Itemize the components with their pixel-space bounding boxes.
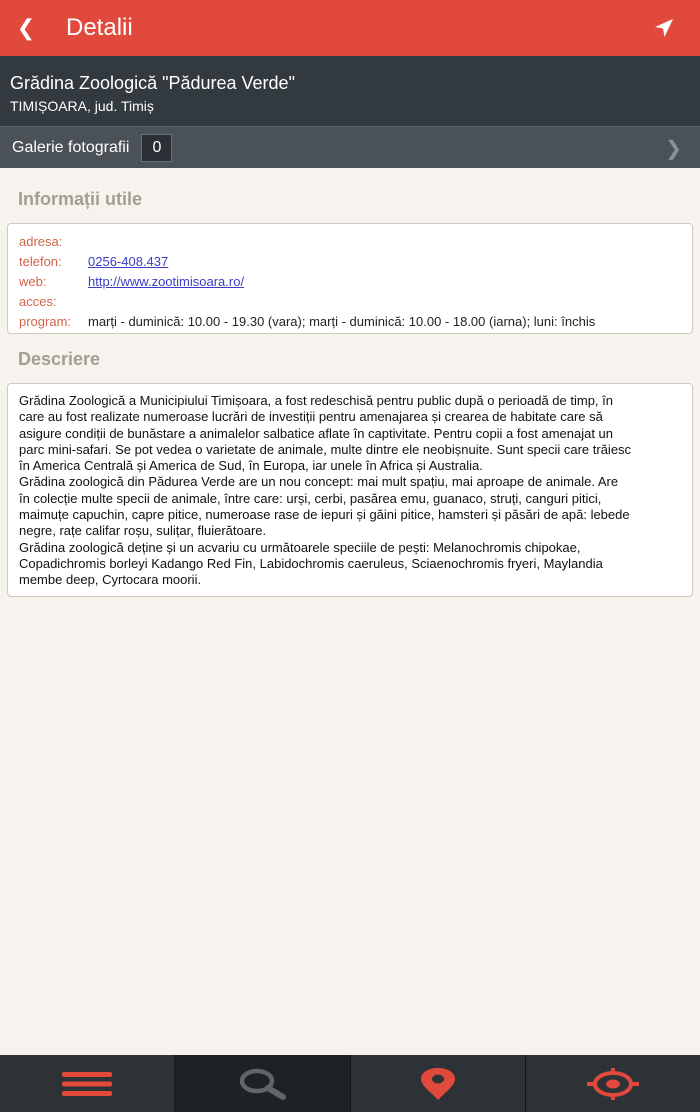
app-header — [0, 0, 700, 56]
photo-gallery-bar[interactable] — [0, 126, 700, 168]
map-pin-icon — [418, 1067, 458, 1101]
description-text: Grădina Zoologică a Municipiului Timișoara, a fost redeschisă pentru public după o perioadă de timp, în care au fost realizate numeroase lucrări de investiții pentru amenajarea și crearea de habitate care să asigure condiții de bunăstare a animalelor salbatice aflate în captivitate. Pentru copii a fost amenajat un parc mini-safari. Se pot vedea o varietate de animale, multe dintre ele neobișnuite. Sunt specii care trăiesc în America Centrală și America de Sud, în Europa, iar unele în Africa și Australia. Grădina zoologică din Pădurea Verde are un nou concept: mai mult spațiu, mai aproape de animale. Are în colecție multe specii de animale, între care: urși, cerbi, pasărea emu, guanaco, struți, canguri pitici, maimuțe capuchin, capre pitice, numeroase rase de iepuri și găini pitice, hamsteri și păsări de apă: lebede negre, rațe califar roșu, sulițar, fluierătoare. Grădina zoologică deține și un acvariu cu următoarele speciile de pești: Melanochromis chipokae, Copadichromis borleyi Kadango Red Fin, Labidochromis caeruleus, Sciaenochromis fryeri, Maylandia membe deep, Cyrtocara moorii. — [19, 393, 632, 588]
info-card — [7, 223, 693, 334]
info-row-access — [19, 292, 682, 312]
access-label: acces: — [19, 294, 57, 309]
back-chevron-icon: ❮ — [16, 15, 36, 41]
phone-link[interactable]: 0256-408.437 — [88, 254, 169, 269]
tab-map[interactable] — [350, 1055, 525, 1112]
schedule-value: marți - duminică: 10.00 - 19.30 (vara); marți - duminică: 10.00 - 18.00 (iarna); luni: închis — [88, 314, 596, 329]
tab-locate[interactable] — [525, 1055, 700, 1112]
bottom-tab-bar — [0, 1055, 700, 1112]
menu-icon — [62, 1071, 112, 1097]
page-title: Detalii — [66, 14, 133, 41]
phone-label: telefon: — [19, 254, 62, 269]
gallery-label: Galerie fotografii — [12, 138, 130, 156]
info-row-web — [19, 272, 682, 292]
info-row-phone — [19, 252, 682, 272]
web-label: web: — [19, 274, 47, 289]
locate-target-icon — [586, 1068, 640, 1100]
description-card — [7, 383, 693, 597]
place-header — [0, 56, 700, 126]
search-icon — [237, 1068, 287, 1100]
back-button[interactable] — [0, 0, 52, 56]
navigate-button[interactable] — [650, 14, 678, 42]
tab-menu[interactable] — [0, 1055, 174, 1112]
place-city: TIMIȘOARA, jud. Timiș — [10, 98, 154, 114]
description-section-title: Descriere — [18, 349, 101, 369]
schedule-label: program: — [19, 314, 72, 329]
chevron-right-icon: ❯ — [665, 136, 682, 160]
website-link[interactable]: http://www.zootimisoara.ro/ — [88, 274, 245, 289]
address-label: adresa: — [19, 234, 63, 249]
gallery-count-badge: 0 — [141, 134, 172, 162]
place-name: Grădina Zoologică "Pădurea Verde" — [10, 73, 295, 93]
navigation-arrow-icon — [654, 18, 674, 38]
info-row-schedule — [19, 312, 682, 332]
info-row-address — [19, 232, 682, 252]
tab-search[interactable] — [174, 1055, 349, 1112]
info-section-title: Informații utile — [18, 189, 143, 209]
